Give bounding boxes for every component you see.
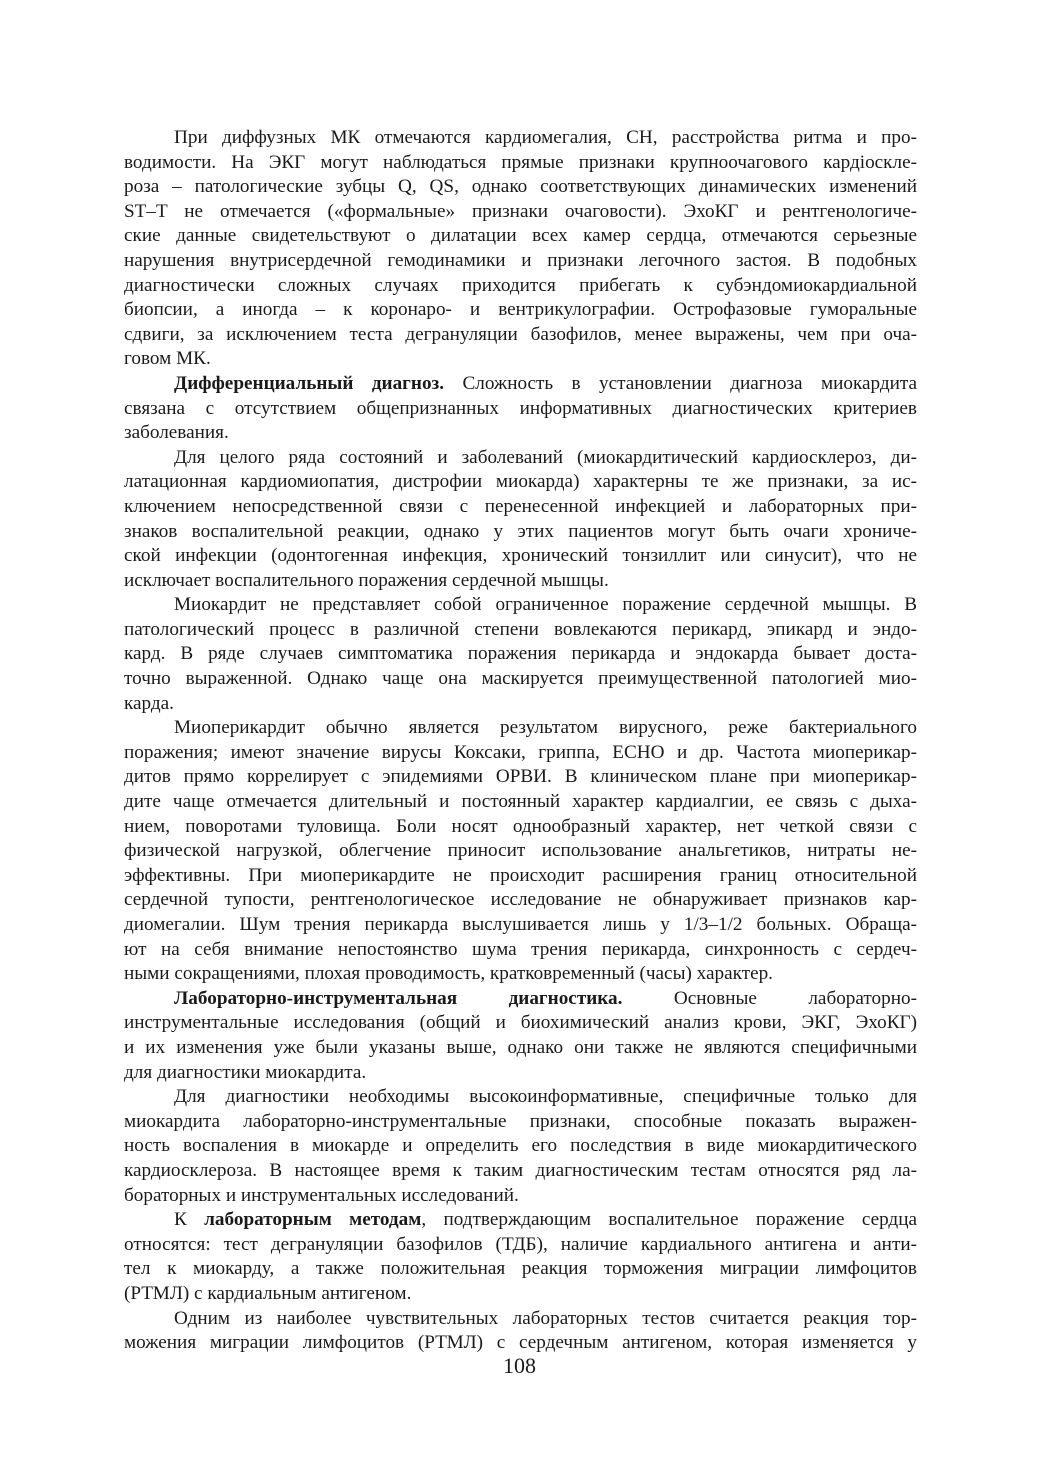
- text-line: [124, 987, 917, 1012]
- text-run: Сложность в установлении диагноза миокардита: [444, 372, 918, 394]
- text-line: Миокардит не представляет собой ограниченное поражение сердечной мышцы. В: [174, 594, 917, 616]
- text-run: , подтверждающим воспалительное поражение сердца: [421, 1209, 917, 1231]
- text-run: Основные лабораторно-: [622, 987, 917, 1009]
- text-line: и их изменения уже были указаны выше, однако они также не являются специфичными: [124, 1036, 917, 1058]
- section-heading: Дифференциальный диагноз.: [174, 372, 445, 394]
- text-line: ST–T не отмечается («формальные» признаки очаговости). ЭхоКГ и рентгенологиче-: [124, 200, 917, 222]
- text-line: биопсии, а иногда – к коронаро- и вентрикулографии. Острофазовые гуморальные: [124, 299, 917, 321]
- text-line: диомегалии. Шум трения перикарда выслушивается лишь у 1/3–1/2 больных. Обраща-: [124, 914, 917, 935]
- text-line: Одним из наиболее чувствительных лабораторных тестов считается реакция тор-: [174, 1307, 917, 1329]
- text-line: ность воспаления в миокарде и определить его последствия в виде миокардитического: [124, 1135, 917, 1157]
- text-line: точно выраженной. Однако чаще она маскируется преимущественной патологией мио-: [124, 668, 917, 690]
- text-line: сдвиги, за исключением теста дегрануляции базофилов, менее выражены, чем при оча-: [124, 323, 917, 345]
- page-number: 108: [503, 1353, 536, 1378]
- text-line: физической нагрузкой, облегчение приносит использование анальгетиков, нитраты не-: [124, 840, 917, 862]
- text-line: сердечной тупости, рентгенологическое исследование не обнаруживает признаков кар-: [124, 889, 917, 911]
- text-line: карда.: [124, 692, 174, 714]
- text-line: эффективны. При миоперикардите не происходит расширения границ относительной: [124, 864, 917, 886]
- text-line: кардиосклероза. В настоящее время к таким диагностическим тестам относятся ряд ла-: [124, 1159, 917, 1181]
- text-line: нарушения внутрисердечной гемодинамики и признаки легочного застоя. В подобных: [124, 249, 917, 271]
- section-heading: Лабораторно-инструментальная диагностика.: [174, 987, 623, 1009]
- text-line: ными сокращениями, плохая проводимость, кратковременный (часы) характер.: [124, 963, 773, 985]
- text-line: заболевания.: [124, 422, 229, 444]
- text-line: кард. В ряде случаев симптоматика поражения перикарда и эндокарда бывает доста-: [124, 643, 917, 665]
- text-line: [124, 1208, 917, 1233]
- text-line: При диффузных МК отмечаются кардиомегалия, СН, расстройства ритма и про-: [174, 127, 917, 148]
- paragraph: [124, 126, 917, 372]
- text-line: Миоперикардит обычно является результатом вирусного, реже бактериального: [174, 717, 917, 739]
- text-line: водимости. На ЭКГ могут наблюдаться прямые признаки крупноочагового кардioскле-: [124, 151, 917, 173]
- text-line: Для целого ряда состояний и заболеваний (миокардитический кардиосклероз, ди-: [174, 446, 917, 468]
- text-line: ской инфекции (одонтогенная инфекция, хронический тонзиллит или синусит), что не: [124, 545, 917, 567]
- text-line: бораторных и инструментальных исследований.: [124, 1184, 519, 1206]
- text-line: исключает воспалительного поражения сердечной мышцы.: [124, 569, 609, 591]
- text-line: тел к миокарду, а также положительная реакция торможения миграции лимфоцитов: [124, 1258, 917, 1280]
- text-line: инструментальные исследования (общий и биохимический анализ крови, ЭКГ, ЭхоКГ): [124, 1012, 917, 1034]
- text-line: ключением непосредственной связи с перенесенной инфекцией и лабораторных при-: [124, 495, 917, 517]
- text-line: ские данные свидетельствуют о дилатации всех камер сердца, отмечаются серьезные: [124, 225, 917, 247]
- text-line: относятся: тест дегрануляции базофилов (ТДБ), наличие кардиального антигена и анти-: [124, 1233, 917, 1255]
- page-body: [124, 126, 917, 1356]
- text-line: роза – патологические зубцы Q, QS, однако соответствующих динамических изменений: [124, 176, 917, 198]
- text-line: поражения; имеют значение вирусы Коксаки, гриппа, ЕСНО и др. Частота миоперикар-: [124, 741, 917, 763]
- emphasis-term: лабораторным методам: [204, 1209, 422, 1231]
- text-line: [124, 372, 917, 397]
- paragraph: [124, 593, 917, 716]
- text-line: для диагностики миокардита.: [124, 1061, 367, 1083]
- text-line: Для диагностики необходимы высокоинформативные, специфичные только для: [174, 1086, 917, 1108]
- paragraph: [124, 1208, 917, 1306]
- paragraph: [124, 716, 917, 987]
- paragraph: [124, 1085, 917, 1208]
- paragraph: [124, 446, 917, 594]
- paragraph: [124, 987, 917, 1085]
- text-line: дитов прямо коррелирует с эпидемиями ОРВИ. В клиническом плане при миоперикар-: [124, 766, 917, 788]
- text-line: миокардита лабораторно-инструментальные признаки, способные показать выражен-: [124, 1110, 917, 1132]
- text-line: знаков воспалительной реакции, однако у этих пациентов могут быть очаги хрониче-: [124, 520, 917, 542]
- text-line: латационная кардиомиопатия, дистрофии миокарда) характерны те же признаки, за ис-: [124, 471, 917, 493]
- text-line: ют на себя внимание непостоянство шума трения перикарда, синхронность с сердеч-: [124, 938, 917, 960]
- text-line: связана с отсутствием общепризнанных информативных диагностических критериев: [124, 397, 917, 419]
- text-line: дите чаще отмечается длительный и постоянный характер кардиалгии, ее связь с дыха-: [124, 791, 917, 813]
- paragraph: [124, 1307, 917, 1356]
- text-run: К: [174, 1209, 205, 1231]
- text-line: говом МК.: [124, 348, 211, 370]
- text-line: патологический процесс в различной степени вовлекаются перикард, эпикард и эндо-: [124, 618, 917, 640]
- text-line: диагностически сложных случаях приходится прибегать к субэндомиокардиальной: [124, 274, 917, 296]
- text-line: (РТМЛ) с кардиальным антигеном.: [124, 1282, 412, 1304]
- text-line: можения миграции лимфоцитов (РТМЛ) с сердечным антигеном, которая изменяется у: [124, 1332, 917, 1354]
- paragraph: [124, 372, 917, 446]
- text-line: нием, поворотами туловища. Боли носят однообразный характер, нет четкой связи с: [124, 815, 917, 837]
